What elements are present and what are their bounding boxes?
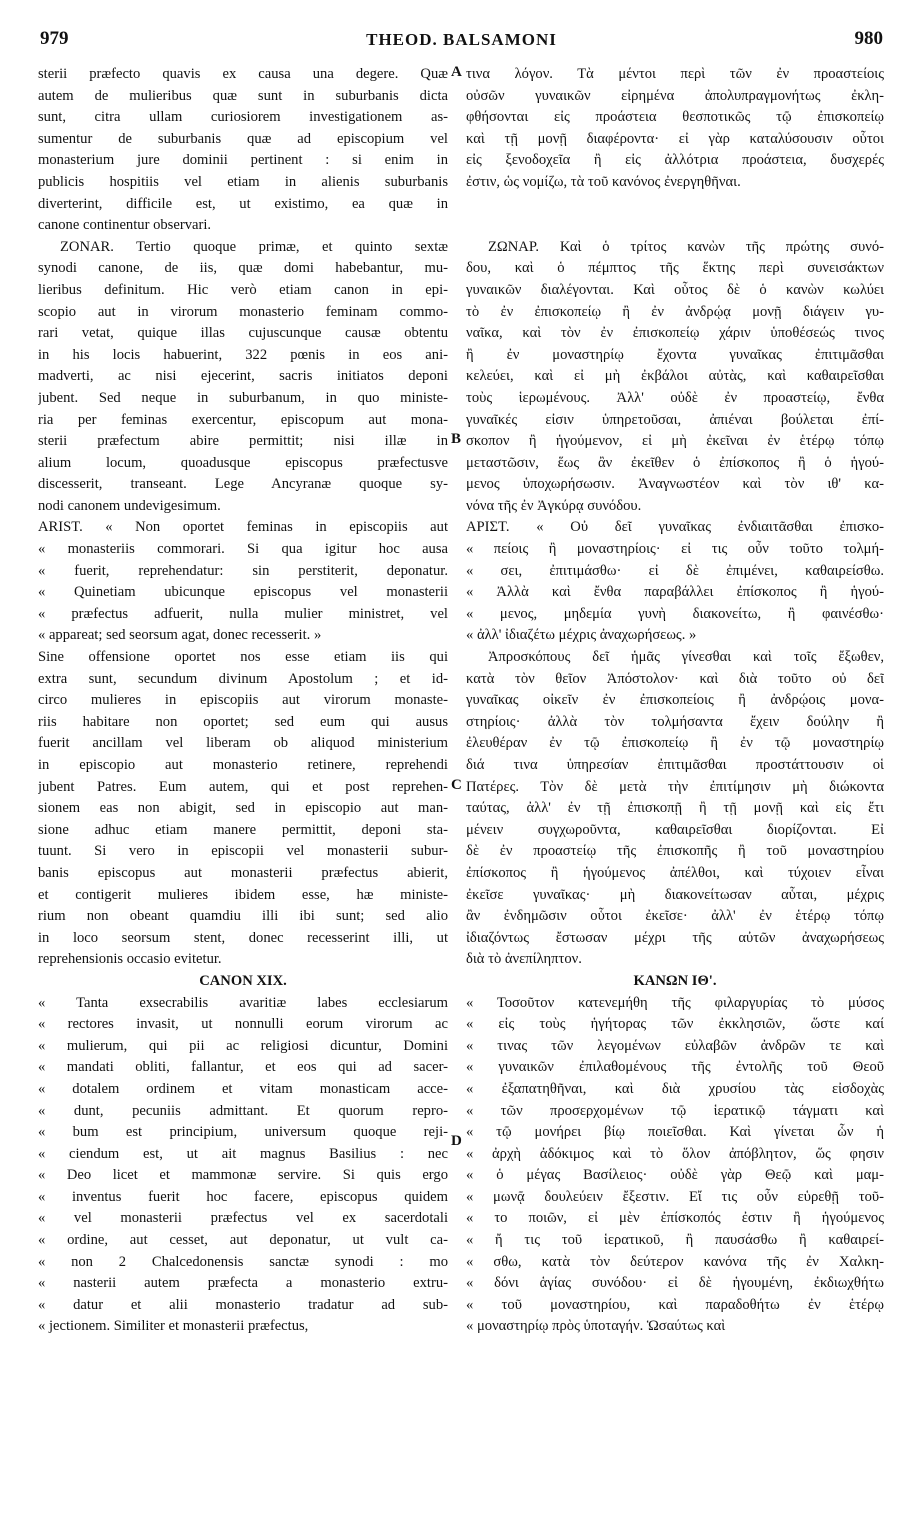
latin-text-line: « appareat; sed seorsum agat, donec recesserit. » — [38, 627, 322, 644]
latin-text-line: sione adhuc etiam manere permittit, deponi sta- — [38, 821, 448, 838]
greek-text-line: « τῷ μονήρει βίῳ ποιεῖσθαι. Καὶ γίνεται ὧν ἡ — [466, 1124, 884, 1141]
greek-text-line: « ἐξαπατηθῆναι, καὶ διὰ χρυσίου τὰς εἰσδοχὰς — [466, 1080, 884, 1097]
latin-text-line: « inventus fuerit hoc facere, episcopus quidem — [38, 1188, 448, 1205]
latin-text-line: « nasterii autem præfecta a monasterio extru- — [38, 1275, 448, 1292]
latin-text-line: canone continentur observari. — [38, 217, 212, 234]
page-number-right: 980 — [854, 28, 883, 49]
greek-text-line: « ἀρχὴ ἀδόκιμος καὶ τὸ ὅλον ἀπόβλητον, ὥς φησιν — [466, 1145, 884, 1162]
latin-text-line: rium non obeant quamdiu illi ibi sunt; sed alio — [38, 908, 448, 925]
greek-text-line: « εἰς τοὺς ἡγήτορας τῶν ἐκκλησιῶν, ὥστε καί — [466, 1016, 884, 1033]
latin-text-line: in his locis habuerint, 322 pœnis in eos ani- — [38, 346, 448, 363]
greek-text-line: « Τοσοῦτον κατενεμήθη τῆς φιλαργυρίας τὸ μύσος — [466, 994, 884, 1011]
latin-text-line: ARIST. « Non oportet feminas in episcopiis aut — [38, 519, 448, 536]
latin-text-line: alium locum, quoadusque episcopus præfectusve — [38, 454, 448, 471]
latin-text-line: discesserit, transeant. Lege Ancyranæ quoque sy- — [38, 476, 448, 493]
greek-text-line: μένειν συγχωροῦντα, καθαιρεῖσθαι διορίζονται. Εἰ — [466, 821, 884, 838]
latin-text-line: diverterint, difficile est, ut existimo, ea quæ in — [38, 195, 448, 212]
greek-text-line: ἢ ἐν μοναστηρίῳ ἔχοντα γυναῖκας ἐπιτιμᾶσθαι — [466, 346, 884, 363]
latin-text-line: « Deo licet et mammonæ servire. Si quis ergo — [38, 1167, 448, 1184]
latin-text-line: « dotalem ordinem et vitam monasticam acce- — [38, 1080, 448, 1097]
greek-text-line: οὐσῶν γυναικῶν εἰρημένα ἀπολυπραγμονήτως ἐκλη- — [466, 87, 884, 104]
greek-text-line: στηρίοις· ἀλλὰ τὸν τολμήσαντα ἔχειν δούλην ἢ — [466, 713, 884, 730]
greek-text-line: ἰδιαζόντως ἔστωσαν μέχρι τῆς αὐτῶν ἀναχωρήσεως — [466, 929, 884, 946]
greek-text-line: διὰ τὸ ἀνεπίληπτον. — [466, 951, 582, 968]
latin-text-line: sionem eas non abigit, sed in episcopio aut man- — [38, 800, 448, 817]
greek-text-line: τοὺς ἱερωμένους. Ἀλλ' οὐδὲ ἐν προαστείῳ, ἔνθα — [466, 389, 884, 406]
greek-text-line: « σθω, κατὰ τὸν δεύτερον κανόνα τῆς ἐν Χαλκη- — [466, 1253, 884, 1270]
latin-text-line: « monasteriis commorari. Si qua igitur hoc ausa — [38, 541, 448, 558]
latin-text-line: autem de mulieribus quæ sunt in suburbanis dicta — [38, 87, 448, 104]
latin-text-line: CANON XIX. — [199, 972, 287, 989]
latin-text-line: « dunt, pecuniis admittant. Et quorum repro- — [38, 1102, 448, 1119]
latin-text-line: fuerit ancillam vel liberam ob aliquod ministerium — [38, 735, 448, 752]
latin-text-line: reprehensionis occasio evitetur. — [38, 951, 222, 968]
greek-text-line: ναῖκα, καὶ τὸν ἐν ἐπισκοπείῳ χάριν ὑποθέσεώς τινος — [466, 325, 884, 342]
latin-column — [38, 64, 448, 1338]
latin-text-line: « fuerit, reprehendatur: sin perstiterit, deponatur. — [38, 562, 448, 579]
latin-text-line: sterii præfecto quavis ex causa una degere. Quæ — [38, 66, 448, 82]
greek-text-line: καὶ τῇ μονῇ διαφέροντα· εἰ γὰρ καταλύσουσιν οὗτοι — [466, 130, 884, 147]
latin-text-line: « rectores invasit, ut nonnulli eorum virorum ac — [38, 1016, 448, 1033]
latin-text-line: « ciendum est, ut ait magnus Basilius : nec — [38, 1145, 448, 1162]
latin-text-line: Sine offensione oportet nos esse etiam iis qui — [38, 649, 448, 666]
greek-text-line: ΑΡΙΣΤ. « Οὐ δεῖ γυναῖκας ἐνδιαιτᾶσθαι ἐπισκο- — [466, 519, 884, 536]
greek-text-line: ἐκεῖσε γυναῖκας· μὴ διακονείτωσαν αὗται, μέχρις — [466, 886, 884, 903]
greek-text-line: ταύτας, ἀλλ' ἐν τῇ ἐπισκοπῇ ἢ τῇ μονῇ καὶ εἰς ἔτι — [466, 800, 884, 817]
greek-text-line: μενος ὑποχωρήσωσιν. Ἀναγνωστέον καὶ τὸν ιθ' κα- — [466, 476, 884, 493]
latin-text-line: in loco seorsum stent, donec recesserint illi, ut — [38, 929, 448, 946]
greek-text-line — [466, 194, 884, 216]
latin-text-line: « Tanta exsecrabilis avaritiæ labes ecclesiarum — [38, 994, 448, 1011]
latin-text-line: extra sunt, secundum divinum Apostolum ; et id- — [38, 670, 448, 687]
page-header — [40, 28, 883, 56]
latin-text-line: in episcopio aut monasterio retinere, reprehendi — [38, 757, 448, 773]
greek-text-line: εἰς ξενοδοχεῖα ἢ εἰς ἀλλότρια προάστεια, δυσχερές — [466, 152, 884, 169]
latin-text-line: ria per feminas exercentur, episcopum aut mona- — [38, 411, 448, 428]
greek-text-line: γυναῖκές εἰσιν ὑπηρετοῦσαι, ἀπιέναι βούλεται ἐπί- — [466, 411, 884, 428]
latin-text-line: sunt, citra ullam curiosiorem investigationem as- — [38, 109, 448, 126]
latin-text-line: et contigerit mulieres ibidem esse, hæ ministe- — [38, 886, 448, 903]
latin-text-line: ZONAR. Tertio quoque primæ, et quinto sextæ — [60, 238, 448, 255]
latin-text-line: « non 2 Chalcedonensis sanctæ synodi : mo — [38, 1253, 448, 1270]
greek-text-line: δὲ ἐν προαστείῳ τῆς ἐπισκοπῆς ἢ τοῦ μοναστηρίου — [466, 843, 884, 860]
greek-text-line: Ἀπροσκόπους δεῖ ἡμᾶς γίνεσθαι καὶ τοῖς ἔξωθεν, — [488, 649, 884, 666]
greek-text-line: γυναικῶν διαλέγονται. Καὶ οὗτος δὲ ὁ κανὼν κωλύει — [466, 281, 884, 298]
greek-text-line: γυναῖκας οἰκεῖν ἐν ἐπισκοπείοις ἢ ἀνδρῴοις μονα- — [466, 692, 884, 709]
greek-text-line: « πείοις ἢ μοναστηρίοις· εἰ τις οὖν τοῦτο τολμή- — [466, 541, 884, 558]
latin-text-line: riis habitare non oportet; sed eum qui ausus — [38, 713, 448, 730]
latin-text-line: « mandati obliti, fallantur, et eos qui ad sacer- — [38, 1059, 448, 1076]
latin-text-line: publicis hospitiis vel etiam in alienis suburbanis — [38, 173, 448, 190]
latin-text-line: jubent. Sed neque in suburbanum, in quo ministe- — [38, 389, 448, 406]
greek-text-line: δου, καὶ ὁ πέμπτος τῆς ἕκτης περὶ συνεισάκτων — [466, 260, 884, 277]
greek-text-line: « τῶν προσερχομένων τῷ ἱερατικῷ τάγματι καὶ — [466, 1102, 884, 1119]
latin-text-line: tuunt. Si vero in episcopii vel monasterii subur- — [38, 843, 448, 860]
greek-text-line — [466, 215, 884, 237]
greek-text-line: « σει, ἐπιτιμάσθω· εἰ δὲ ἐπιμένει, καθαιρείσθω. — [466, 562, 884, 579]
running-title: THEOD. BALSAMONI — [366, 30, 557, 49]
latin-text-line: monasterium jure dominii pertinent : si enim in — [38, 152, 448, 169]
latin-text-line: « bum est principium, universum quoque reji- — [38, 1124, 448, 1141]
greek-text-line: διά τινα ὑπηρεσίαν ἐπιτιμᾶσθαι προστάττουσιν οἱ — [466, 757, 884, 773]
greek-text-line: « ὁ μέγας Βασίλειος· οὐδὲ γὰρ Θεῷ καὶ μαμ- — [466, 1167, 884, 1184]
greek-text-line: ἐστιν, ὡς νομίζω, τὰ τοῦ κανόνος ἐνεργηθῆναι. — [466, 173, 741, 190]
greek-text-line: ἐπίσκοπος ἢ ἡγούμενος ἀπέλθοι, καὶ τύχοιεν εἶναι — [466, 864, 884, 881]
greek-text-line: « δόνι ἁγίας συνόδου· εἰ δὲ ἡγουμένη, ἐκδιωχθήτω — [466, 1275, 884, 1292]
latin-text-line: « ordine, aut cesset, aut deponatur, ut vult ca- — [38, 1232, 448, 1249]
greek-text-line: κελεύει, καὶ εἰ μὴ ἐκβάλοι αὐτὰς, καὶ καθαιρεῖσθαι — [466, 368, 884, 385]
page-number-left: 979 — [40, 28, 69, 49]
latin-text-line: « vel monasterii præfectus vel ex sacerdotali — [38, 1210, 448, 1227]
latin-text-line: sumentur de suburbanis quæ ad episcopium vel — [38, 130, 448, 147]
greek-text-line: « μενος, μηδεμία γυνὴ διακονείτω, ἢ φαινέσθω· — [466, 605, 884, 622]
greek-text-line: ἐλευθέραν ἐν τῷ ἐπισκοπείῳ ἢ ἐν τῷ μοναστηρίῳ — [466, 735, 884, 752]
latin-text-line: banis episcopus aut monasterii præfectus abierit, — [38, 864, 448, 881]
greek-text-line: σκοπον ἢ ἡγούμενον, εἰ μὴ ἐκεῖναι ἐν ἑτέρῳ τόπῳ — [466, 433, 884, 450]
latin-text-line: « mulierum, qui pii ac religiosi dicuntur, Domini — [38, 1037, 448, 1054]
greek-text-line: « μοναστηρίῳ πρὸς ὑποταγήν. Ὡσαύτως καὶ — [466, 1318, 726, 1335]
latin-text-line: rari vetat, quique illas cujuscunque causæ obtentu — [38, 325, 448, 342]
greek-text-line: κατὰ τὸν θεῖον Ἀπόστολον· καὶ διὰ τοῦτο οὐ δεῖ — [466, 670, 884, 687]
latin-text-line: nodi canonem undevigesimum. — [38, 497, 221, 514]
greek-text-line: ΖΩΝΑΡ. Καὶ ὁ τρίτος κανὼν τῆς πρώτης συνό- — [488, 238, 884, 255]
latin-text-line: « datur et alii monasterio tradatur ad sub- — [38, 1296, 448, 1313]
greek-text-line: « τοῦ μοναστηρίου, καὶ παραδοθήτω ἐν ἑτέρῳ — [466, 1296, 884, 1313]
greek-text-line: Πατέρες. Τὸν δὲ μετὰ τὴν ἐπιτίμησιν μὴ διώκοντα — [466, 778, 884, 795]
greek-text-line: « ἀλλ' ἰδιαζέτω μέχρις ἀναχωρήσεως. » — [466, 627, 697, 644]
latin-text-line: synodi canone, de iis, quæ domi habebantur, mu- — [38, 260, 448, 277]
latin-text-line: « Quinetiam ubicunque episcopus vel monasterii — [38, 584, 448, 601]
greek-text-line: τὸ ἐν ἐπισκοπείῳ ἢ ἐν ἀνδρῴᾳ μονῇ διάγειν γυ- — [466, 303, 884, 320]
greek-text-line: « μωνᾷ δουλεύειν ἔξεστιν. Εἴ τις οὖν εὑρεθῇ τοῦ- — [466, 1188, 884, 1205]
greek-text-line: ἂν ἐνδημῶσιν οὗτοι ἐκεῖσε· ἀλλ' ἐν ἑτέρῳ τόπῳ — [466, 908, 884, 925]
latin-text-line: lieribus definitum. Hic verò etiam canon in epi- — [38, 281, 448, 298]
margin-marker-a: A — [451, 64, 462, 80]
margin-marker-b: B — [451, 431, 462, 447]
greek-text-line: « Ἀλλὰ καὶ ἔνθα παραβάλλει ἐπίσκοπος ἢ ἡγού- — [466, 584, 884, 601]
greek-column — [466, 64, 884, 1338]
latin-text-line: circo mulieres in episcopiis aut virorum monaste- — [38, 692, 448, 709]
greek-text-line: « το ποιῶν, εἰ μὲν ἐπίσκοπός ἐστιν ἢ ἡγούμενος — [466, 1210, 884, 1227]
latin-text-line: sterii præfectum abire permittit; nisi illæ in — [38, 433, 448, 450]
latin-text-line: madverti, ac nisi ejecerint, sacris initiatos deponi — [38, 368, 448, 385]
margin-marker-c: C — [451, 777, 462, 793]
greek-text-line: φθήσονται εἰς προάστεια θεσποτικῶς τῷ ἐπισκοπείῳ — [466, 109, 884, 126]
latin-text-line: scopio aut in virorum monasterio feminam commo- — [38, 303, 448, 320]
greek-text-line: « ἤ τις τοῦ ἱερατικοῦ, ἢ παυσάσθω ἢ καθαιρεί- — [466, 1232, 884, 1249]
latin-text-line: jubent Patres. Eum autem, qui et post reprehen- — [38, 778, 448, 795]
greek-text-line: « γυναικῶν ἐπιλαθομένους τῆς ἐντολῆς τοῦ Θεοῦ — [466, 1059, 884, 1076]
greek-text-line: τινα λόγον. Τὰ μέντοι περὶ τῶν ἐν προαστείοις — [466, 66, 884, 82]
greek-text-line: νόνα τῆς ἐν Ἀγκύρᾳ συνόδου. — [466, 497, 642, 514]
latin-text-line: « jectionem. Similiter et monasterii præfectus, — [38, 1318, 309, 1335]
greek-text-line: « τινας τῶν λεγομένων εὐλαβῶν ἀνδρῶν τε καὶ — [466, 1037, 884, 1054]
greek-text-line: μεταστῶσιν, ἕως ἂν ἐκεῖθεν ὁ ἐπίσκοπος ἢ ὁ ἡγού- — [466, 454, 884, 471]
greek-text-line: ΚΑΝΩΝ ΙΘ'. — [633, 972, 717, 989]
margin-marker-d: D — [451, 1133, 462, 1149]
latin-text-line: « præfectus adfuerit, nulla mulier ministret, vel — [38, 605, 448, 622]
